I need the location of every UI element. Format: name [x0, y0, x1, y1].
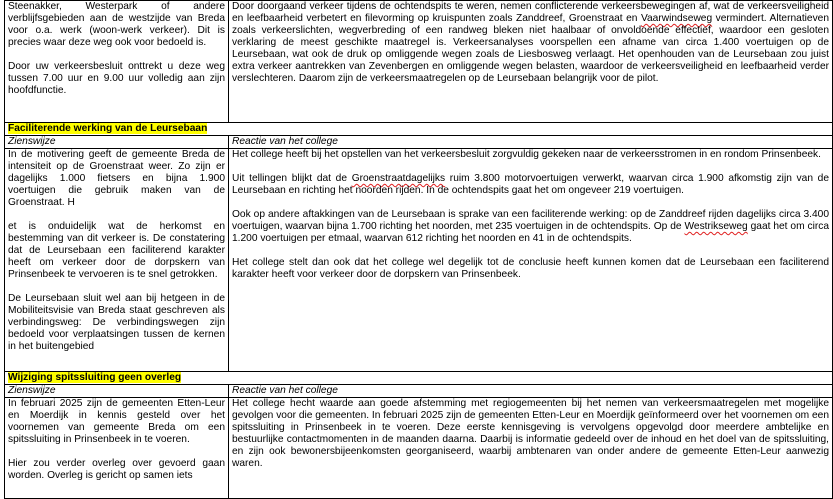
paragraph: Hier zou verder overleg over gevoerd gaan worden. Overleg is gericht op samen iets [8, 458, 225, 481]
text-run: vermindert. Alternatieven zoals verkeerslichten, wegverbreding of een randweg bleken niet haalbaar of onvoldoende effectief, waardoor een gesloten verklaring de meest geschikte maatregel is. Verkeersanalyses voorspellen een afname van circa 1.400 voertuigen op de Leursebaan, wat ook de druk op omliggende wegen zoals de Liesbosweg verlaagt. Het openhouden van de Leursebaan zou juist extra verkeer aantrekken van Zevenbergen en omliggende wegen belasten, waardoor de verkeersveiligheid en leefbaarheid verder verslechteren. Daarom zijn de verkeersmaatregelen op de Leursebaan belangrijk voor de pilot. [232, 13, 830, 84]
zienswijze-cell [5, 149, 229, 372]
paragraph: De Leursebaan sluit wel aan bij hetgeen in de Mobiliteitsvisie van Breda staat geschreven als verbindingsweg: De verbindingswegen zijn bedoeld voor verplaatsingen tussen de kernen in het buitengebied [8, 293, 225, 352]
text-run: Door doorgaand verkeer tijdens de ochtendspits te weren, nemen conflicterende verkeersbewegingen af, wat de verkeersveiligheid en leefbaarheid verbetert en filevorming op kruispunten zoals Zanddreef, Groenstraat en [232, 1, 829, 24]
text-run: ruim 3.800 motorvoertuigen verwerkt, waarvan circa 1.900 afkomstig zijn van de Leursebaan en richting het noorden rijden. In de ochtendspits gaat het om ongeveer 219 voertuigen. [232, 173, 829, 196]
paragraph: Door uw verkeersbesluit onttrekt u deze weg tussen 7.00 uur en 9.00 uur volledig aan zijn hoofdfunctie. [8, 61, 225, 96]
subheader-reactie: Reactie van het college [229, 385, 833, 398]
section-header-row [5, 372, 833, 385]
paragraph: Het college stelt dan ook dat het college wel degelijk tot de conclusie heeft kunnen komen dat de Leursebaan een faciliterend karakter heeft voor verkeer door de dorpskern van Prinsenbeek. [232, 257, 829, 280]
subheader-zienswijze: Zienswijze [5, 136, 229, 149]
section-title: Wijziging spitssluiting geen overleg [8, 372, 182, 383]
section-title: Faciliterende werking van de Leursebaan [8, 123, 208, 134]
paragraph: Het college heeft bij het opstellen van het verkeersbesluit zorgvuldig gekeken naar de verkeersstromen in en rondom Prinsenbeek. [232, 149, 821, 160]
table-row [5, 149, 833, 372]
subheader-zienswijze: Zienswijze [5, 385, 229, 398]
subheader-reactie: Reactie van het college [229, 136, 833, 149]
section-title-cell [5, 372, 833, 385]
text-run: gaat het om circa 1.200 voertuigen per etmaal, waarvan 612 richting het noorden en 41 in de ochtendspits. [232, 221, 829, 244]
text-run: Uit tellingen blijkt dat de [232, 173, 352, 184]
spelling-flagged-word: Westrikseweg [684, 221, 748, 232]
table-row [5, 1, 833, 123]
section-header-row [5, 123, 833, 136]
paragraph [232, 173, 829, 197]
reactie-cell [229, 149, 833, 372]
text-run: Ook op andere aftakkingen van de Leursebaan is sprake van een faciliterende werking: op de Zanddreef rijden dagelijks circa 3.400 voertuigen, waarvan bijna 1.700 richting het noorden, met 235 voertuigen in de ochtendspits. Op de [232, 209, 829, 232]
paragraph [232, 1, 829, 85]
paragraph: et is onduidelijk wat de herkomst en bestemming van dit verkeer is. De constatering dat de Leursebaan een faciliterend karakter heeft om verkeer door de dorpskern van Prinsenbeek te vervoeren is te snel getrokken. [8, 221, 225, 280]
reactie-cell [229, 398, 833, 499]
response-table [4, 0, 833, 499]
subheader-row [5, 385, 833, 398]
paragraph: Het college hecht waarde aan goede afstemming met regiogemeenten bij het nemen van verkeersmaatregelen met mogelijke gevolgen voor die gemeenten. In februari 2025 zijn de gemeenten Etten-Leur en Moerdijk geïnformeerd over het voornemen om een spitssluiting in Prinsenbeek in te voeren. Deze eerste kennisgeving is vervolgens opgevolgd door meerdere ambtelijke en bestuurlijke contactmomenten in de maanden daarna. Daarbij is informatie gedeeld over de inhoud en het doel van de spitssluiting, en zijn ook bewonersbijeenkomsten georganiseerd, waarbij ambtenaren van onder andere de gemeente Etten-Leur aanwezig waren. [232, 398, 829, 469]
section-title-cell [5, 123, 833, 136]
paragraph: In de motivering geeft de gemeente Breda de intensiteit op de Groenstraat weer. Zo zijn er dagelijks 1.000 fietsers en bijna 1.900 voertuigen die gebruik maken van de Groenstraat. H [8, 149, 225, 208]
table-row [5, 398, 833, 499]
paragraph: Steenakker, Westerpark of andere verblijfsgebieden aan de westzijde van Breda voor o.a. werk (woon-werk verkeer). Dit is precies waar deze weg ook voor bedoeld is. [8, 1, 225, 48]
subheader-row [5, 136, 833, 149]
zienswijze-cell [5, 1, 229, 123]
spelling-flagged-word: Vaarwindseweg [640, 13, 713, 24]
zienswijze-cell [5, 398, 229, 499]
paragraph: In februari 2025 zijn de gemeenten Etten-Leur en Moerdijk in kennis gesteld over het voornemen van gemeente Breda om een spitssluiting in Prinsenbeek in te voeren. [8, 398, 225, 445]
paragraph [232, 209, 829, 245]
reactie-cell [229, 1, 833, 123]
spelling-flagged-word: Groenstraatdagelijks [351, 173, 446, 184]
